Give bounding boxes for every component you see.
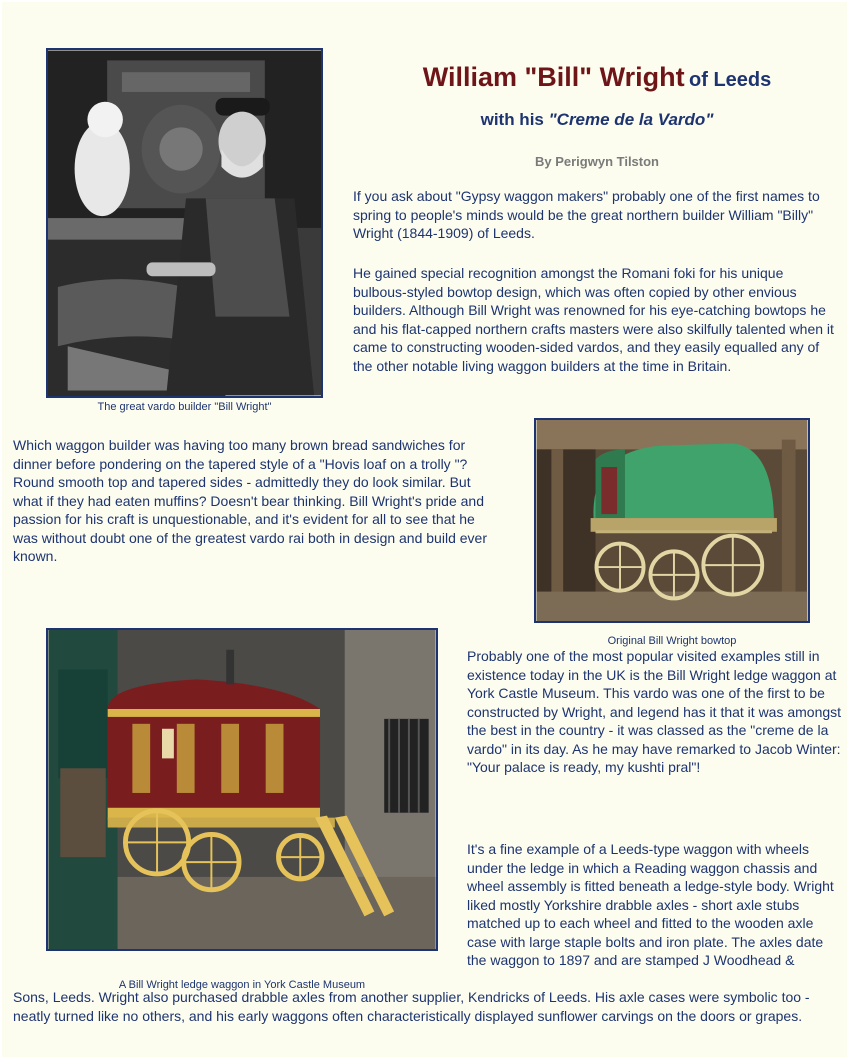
portrait-caption: The great vardo builder "Bill Wright" [97, 401, 272, 413]
page-subtitle [332, 110, 847, 130]
page-title [332, 62, 847, 93]
paragraph-intro: If you ask about "Gypsy waggon makers" probably one of the first names to spring to people's minds would be the great northern builder William "Billy" Wright (1844-1909) of Leeds. [353, 188, 820, 241]
paragraph-axles: Sons, Leeds. Wright also purchased drabble axles from another supplier, Kendricks of Leeds. His axle cases were symbolic too - neatly turned like no others, and his early waggons often characteristically displayed sunflower carvings on the doors or grapes. [13, 989, 810, 1024]
portrait-image [48, 50, 321, 396]
bowtop-image [536, 420, 808, 621]
subtitle-prefix: with his [480, 110, 544, 129]
paragraph-hovis: Which waggon builder was having too many brown bread sandwiches for dinner before pondering on the tapered style of a "Hovis loaf on a trolly "? Round smooth top and tapered sides - admittedly they do look similar. But what if they had eaten muffins? Doesn't bear thinking. Bill Wright's pride and passion for his craft is unquestionable, and it's evident for all to see that he was without doubt one of the greatest vardo rai both in design and build ever known. [13, 437, 487, 564]
portrait-photo [46, 48, 323, 398]
paragraph-york-castle: Probably one of the most popular visited examples still in existence today in the UK is the Bill Wright ledge waggon at York Castle Museum. This vardo was one of the first to be constructed by Wright, and legend has it that it was amongst the best in the country - it was classed as the "creme de la vardo" in its day. As he may have remarked to Jacob Winter: "Your palace is ready, my kushti pral"! [467, 648, 842, 775]
ledge-waggon-image [48, 630, 436, 949]
subtitle-italic: "Creme de la Vardo" [548, 110, 714, 129]
paragraph-leeds-type: It's a fine example of a Leeds-type waggon with wheels under the ledge in which a Reading waggon chassis and wheel assembly is fitted beneath a ledge-style body. Wright liked mostly Yorkshire drabble axles - short axle stubs matched up to each wheel and fitted to the wooden axle case with large staple bolts and iron plate. The axles date the waggon to 1897 and are stamped J Woodhead & [467, 841, 834, 968]
paragraph-recognition: He gained special recognition amongst the Romani foki for his unique bulbous-styled bowtop design, which was often copied by other envious builders. Although Bill Wright was renowned for his eye-catching bowtops he and his flat-capped northern crafts masters were also skilfully talented when it came to constructing wooden-sided vardos, and they easily equalled any of the other notable living waggon builders at the time in Britain. [353, 265, 834, 374]
bowtop-caption: Original Bill Wright bowtop [607, 635, 737, 647]
ledge-waggon-caption: A Bill Wright ledge waggon in York Castle Museum [118, 979, 366, 991]
article-page [2, 2, 847, 1057]
byline: By Perigwyn Tilston [534, 154, 659, 169]
title-name: William "Bill" Wright [422, 62, 685, 92]
ledge-waggon-photo [46, 628, 438, 951]
title-suffix: of Leeds [689, 69, 772, 91]
bowtop-photo [534, 418, 810, 623]
